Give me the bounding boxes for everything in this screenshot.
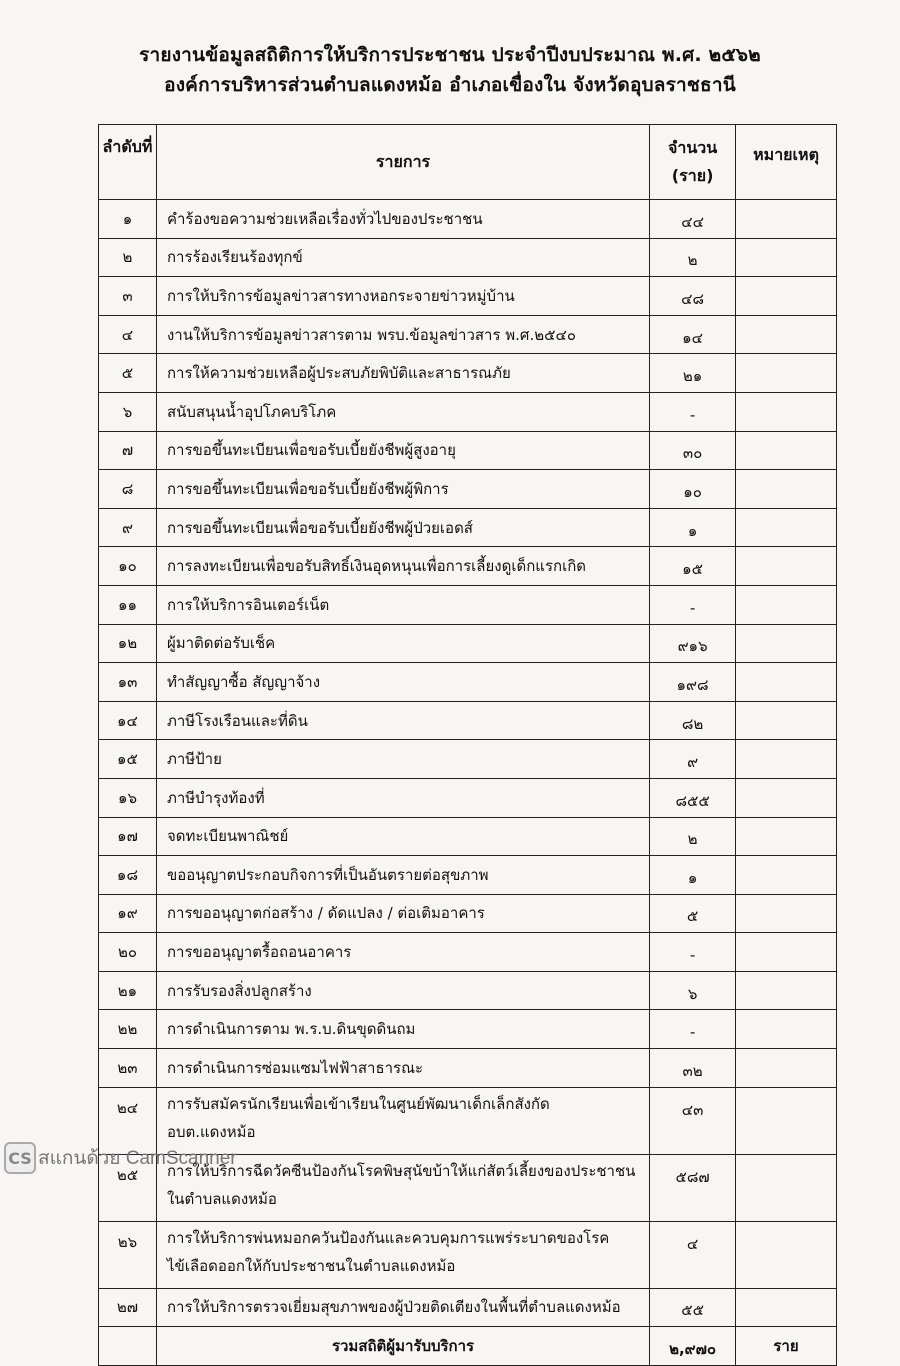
row-item	[156, 894, 649, 933]
table-row	[99, 354, 837, 393]
row-item	[156, 508, 649, 547]
row-item-line1: การรับรองสิ่งปลูกสร้าง	[166, 981, 312, 1000]
row-note	[736, 431, 837, 470]
row-item-line1: การดำเนินการตาม พ.ร.บ.ดินขุดดินถม	[166, 1020, 416, 1039]
table-row	[99, 431, 837, 470]
row-item-line1: การขออนุญาตรื้อถอนอาคาร	[166, 943, 352, 962]
row-item-line1: สนับสนุนน้ำอุปโภคบริโภค	[166, 402, 337, 421]
row-note	[736, 277, 837, 316]
table-row	[99, 200, 837, 239]
row-count: ๕๘๗	[650, 1154, 736, 1221]
row-item-line2: อบต.แดงหม้อ	[166, 1122, 256, 1141]
row-note	[736, 200, 837, 239]
statistics-table	[98, 124, 837, 1366]
table-row	[99, 624, 837, 663]
row-count: ๒	[650, 817, 736, 856]
header-count-line2: (ราย)	[671, 166, 714, 185]
row-note	[736, 354, 837, 393]
row-count: -	[650, 933, 736, 972]
row-note	[736, 1010, 837, 1049]
row-item	[156, 663, 649, 702]
row-item-line1: การให้ความช่วยเหลือผู้ประสบภัยพิบัติและสาธารณภัย	[166, 364, 511, 383]
table-row	[99, 894, 837, 933]
row-item	[156, 971, 649, 1010]
row-item	[156, 315, 649, 354]
row-count: -	[650, 585, 736, 624]
row-note	[736, 315, 837, 354]
table-row	[99, 470, 837, 509]
row-number: ๖	[99, 392, 157, 431]
row-item-line1: การให้บริการฉีดวัคซีนป้องกันโรคพิษสุนัขบ้าให้แก่สัตว์เลี้ยงของประชาชน	[166, 1161, 636, 1180]
row-item-line2: ไข้เลือดออกให้กับประชาชนในตำบลแดงหม้อ	[166, 1256, 456, 1275]
row-item-line1: ขออนุญาตประกอบกิจการที่เป็นอันตรายต่อสุขภาพ	[166, 865, 489, 884]
row-number: ๕	[99, 354, 157, 393]
row-item-line1: การให้บริการข้อมูลข่าวสารทางหอกระจายข่าวหมู่บ้าน	[166, 286, 515, 305]
row-count: ๔๘	[650, 277, 736, 316]
row-note	[736, 547, 837, 586]
row-item	[156, 624, 649, 663]
row-note	[736, 392, 837, 431]
header-note: หมายเหตุ	[736, 125, 837, 200]
row-note	[736, 701, 837, 740]
table-row	[99, 315, 837, 354]
row-item-line1: การร้องเรียนร้องทุกข์	[166, 248, 303, 267]
row-number: ๒๖	[99, 1221, 157, 1288]
table-row	[99, 740, 837, 779]
row-number: ๑๙	[99, 894, 157, 933]
row-number: ๑๘	[99, 856, 157, 895]
row-item	[156, 585, 649, 624]
row-item-line1: ผู้มาติดต่อรับเช็ค	[166, 634, 276, 653]
row-item	[156, 277, 649, 316]
table-row	[99, 778, 837, 817]
table-row	[99, 392, 837, 431]
row-number: ๒๕	[99, 1154, 157, 1221]
row-number: ๗	[99, 431, 157, 470]
row-count: ๔	[650, 1221, 736, 1288]
row-note	[736, 933, 837, 972]
row-number: ๔	[99, 315, 157, 354]
row-count: ๑๔	[650, 315, 736, 354]
row-number: ๒๔	[99, 1087, 157, 1154]
row-item-line1: การขอขึ้นทะเบียนเพื่อขอรับเบี้ยยังชีพผู้สูงอายุ	[166, 441, 456, 460]
row-item-line1: การให้บริการอินเตอร์เน็ต	[166, 595, 330, 614]
row-item	[156, 470, 649, 509]
row-item	[156, 1049, 649, 1088]
row-note	[736, 470, 837, 509]
row-note	[736, 1288, 837, 1327]
row-item-line1: จดทะเบียนพาณิชย์	[166, 827, 289, 846]
row-item	[156, 856, 649, 895]
row-item-line1: ทำสัญญาซื้อ สัญญาจ้าง	[166, 672, 321, 691]
row-count: ๒๑	[650, 354, 736, 393]
table-row	[99, 971, 837, 1010]
report-title-line2: องค์การบริหารส่วนตำบลแดงหม้อ อำเภอเขื่องใน จังหวัดอุบลราชธานี	[164, 74, 736, 96]
row-note	[736, 1221, 837, 1288]
total-blank	[99, 1327, 157, 1366]
row-note	[736, 1154, 837, 1221]
row-note	[736, 971, 837, 1010]
row-note	[736, 508, 837, 547]
row-note	[736, 740, 837, 779]
row-count: ๕	[650, 894, 736, 933]
row-item	[156, 701, 649, 740]
row-count: ๑๕	[650, 547, 736, 586]
row-number: ๑๓	[99, 663, 157, 702]
table-row	[99, 508, 837, 547]
row-count: ๖	[650, 971, 736, 1010]
row-note	[736, 1087, 837, 1154]
header-item: รายการ	[156, 125, 649, 200]
row-note	[736, 778, 837, 817]
row-count: ๑๐	[650, 470, 736, 509]
row-note	[736, 1049, 837, 1088]
total-unit: ราย	[736, 1327, 837, 1366]
row-number: ๒๐	[99, 933, 157, 972]
row-item	[156, 1221, 649, 1288]
row-item	[156, 817, 649, 856]
row-number: ๙	[99, 508, 157, 547]
row-count: ๑	[650, 508, 736, 547]
row-count: ๑	[650, 856, 736, 895]
table-row	[99, 1221, 837, 1288]
row-number: ๑๒	[99, 624, 157, 663]
row-number: ๓	[99, 277, 157, 316]
row-count: -	[650, 1010, 736, 1049]
camscanner-watermark	[4, 1140, 237, 1176]
row-item	[156, 238, 649, 277]
row-item	[156, 392, 649, 431]
row-item-line1: การให้บริการตรวจเยี่ยมสุขภาพของผู้ป่วยติดเตียงในพื้นที่ตำบลแดงหม้อ	[166, 1298, 621, 1317]
row-note	[736, 856, 837, 895]
row-item-line1: ภาษีบำรุงท้องที่	[166, 788, 265, 807]
row-item-line1: การให้บริการพ่นหมอกควันป้องกันและควบคุมการแพร่ระบาดของโรค	[166, 1228, 610, 1247]
table-row	[99, 1010, 837, 1049]
row-note	[736, 894, 837, 933]
row-item	[156, 778, 649, 817]
table-row	[99, 547, 837, 586]
table-row	[99, 817, 837, 856]
table-row	[99, 585, 837, 624]
table-row	[99, 1049, 837, 1088]
row-count: ๕๕	[650, 1288, 736, 1327]
table-row	[99, 238, 837, 277]
row-note	[736, 238, 837, 277]
table-row	[99, 701, 837, 740]
camscanner-text: สแกนด้วย CamScanner	[38, 1148, 237, 1169]
row-item	[156, 1288, 649, 1327]
row-note	[736, 663, 837, 702]
row-note	[736, 585, 837, 624]
row-count: -	[650, 392, 736, 431]
row-number: ๒๗	[99, 1288, 157, 1327]
row-number: ๘	[99, 470, 157, 509]
row-item	[156, 200, 649, 239]
row-count: ๒	[650, 238, 736, 277]
row-number: ๑๑	[99, 585, 157, 624]
row-count: ๙๑๖	[650, 624, 736, 663]
row-item-line1: การขอขึ้นทะเบียนเพื่อขอรับเบี้ยยังชีพผู้ป่วยเอดส์	[166, 518, 473, 537]
row-count: ๓๐	[650, 431, 736, 470]
total-label: รวมสถิติผู้มารับบริการ	[156, 1327, 649, 1366]
row-count: ๙	[650, 740, 736, 779]
row-item-line1: ภาษีโรงเรือนและที่ดิน	[166, 711, 308, 730]
header-count-line1: จำนวน	[667, 138, 718, 157]
row-item	[156, 933, 649, 972]
row-note	[736, 624, 837, 663]
row-number: ๒๒	[99, 1010, 157, 1049]
row-number: ๒	[99, 238, 157, 277]
table-row	[99, 663, 837, 702]
row-number: ๑	[99, 200, 157, 239]
row-item-line1: การลงทะเบียนเพื่อขอรับสิทธิ์เงินอุดหนุนเพื่อการเลี้ยงดูเด็กแรกเกิด	[166, 557, 587, 576]
row-item	[156, 740, 649, 779]
row-number: ๑๕	[99, 740, 157, 779]
table-row	[99, 277, 837, 316]
row-number: ๑๐	[99, 547, 157, 586]
row-number: ๑๖	[99, 778, 157, 817]
row-item	[156, 547, 649, 586]
row-number: ๑๗	[99, 817, 157, 856]
header-count	[650, 125, 736, 200]
row-count: ๓๒	[650, 1049, 736, 1088]
row-item-line1: คำร้องขอความช่วยเหลือเรื่องทั่วไปของประชาชน	[166, 209, 483, 228]
row-item-line1: งานให้บริการข้อมูลข่าวสารตาม พรบ.ข้อมูลข่าวสาร พ.ศ.๒๕๔๐	[166, 325, 576, 344]
table-row	[99, 856, 837, 895]
row-item-line2: ในตำบลแดงหม้อ	[166, 1189, 277, 1208]
row-item	[156, 1010, 649, 1049]
row-count: ๘๒	[650, 701, 736, 740]
row-number: ๒๑	[99, 971, 157, 1010]
row-item-line1: การขออนุญาตก่อสร้าง / ดัดแปลง / ต่อเติมอาคาร	[166, 904, 485, 923]
row-note	[736, 817, 837, 856]
row-count: ๘๕๕	[650, 778, 736, 817]
header-no: ลำดับที่	[99, 125, 157, 200]
row-item-line1: การขอขึ้นทะเบียนเพื่อขอรับเบี้ยยังชีพผู้พิการ	[166, 479, 449, 498]
total-count: ๒,๙๗๐	[650, 1327, 736, 1366]
row-number: ๒๓	[99, 1049, 157, 1088]
row-item-line1: ภาษีป้าย	[166, 750, 222, 769]
row-count: ๔๔	[650, 200, 736, 239]
row-item-line1: การรับสมัครนักเรียนเพื่อเข้าเรียนในศูนย์พัฒนาเด็กเล็กสังกัด	[166, 1094, 550, 1113]
row-item	[156, 354, 649, 393]
row-count: ๑๙๘	[650, 663, 736, 702]
row-count: ๔๓	[650, 1087, 736, 1154]
report-title-line1: รายงานข้อมูลสถิติการให้บริการประชาชน ประจำปีงบประมาณ พ.ศ. ๒๕๖๒	[139, 44, 761, 66]
table-row	[99, 1288, 837, 1327]
total-row	[99, 1327, 837, 1366]
table-row	[99, 933, 837, 972]
row-number: ๑๔	[99, 701, 157, 740]
row-item	[156, 431, 649, 470]
row-item-line1: การดำเนินการซ่อมแซมไฟฟ้าสาธารณะ	[166, 1058, 424, 1077]
camscanner-logo: CS	[4, 1142, 36, 1174]
